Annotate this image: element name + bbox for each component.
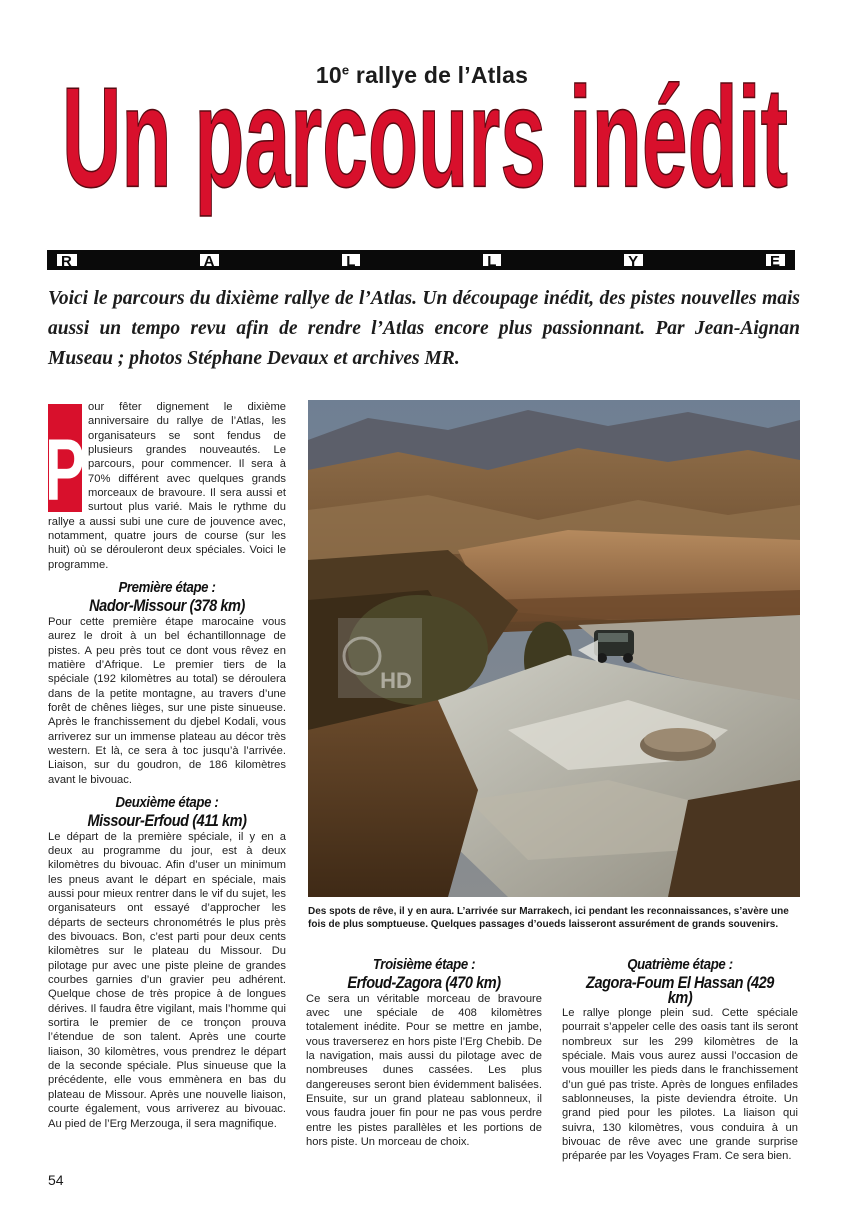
stage-2-title: Deuxième étape : bbox=[115, 793, 219, 811]
intro-standfirst: Voici le parcours du dixième rallye de l’Atlas. Un découpage inédit, des pistes nouvelles mais aussi un tempo revu afin de rendre l’Atlas encore plus passionnant. Par Jean-Aignan Museau ; photos Stéphane Devaux et archives MR. bbox=[48, 288, 800, 369]
stage-4-text: Le rallye plonge plein sud. Cette spéciale pourrait s’appeler celle des oasis tant ils seront nombreux sur les 299 kilomètres de la spéciale. Mais vous aurez aussi l’occasion de vous mouiller les pieds dans le franchissement d’un gué pas triste. Après de longues enfilades sablonneuses, la piste deviendra étroite. Un grand pied pour les pilotes. La liaison qui suivra, 130 kilomètres, vous conduira à un bivouac de rêve avec une grande surprise préparée par les Voyages Fram. Ce sera bien. bbox=[562, 1007, 798, 1163]
rallye-letter: Y bbox=[624, 254, 643, 266]
column-middle bbox=[306, 958, 542, 1149]
column-right bbox=[562, 958, 798, 1164]
rallye-band bbox=[47, 250, 795, 270]
page-number: 54 bbox=[48, 1172, 64, 1188]
dropcap bbox=[44, 404, 86, 518]
kicker-number: 10 bbox=[315, 62, 342, 88]
rallye-letter: E bbox=[766, 254, 785, 266]
headline-text: Un parcours inédit bbox=[61, 57, 789, 217]
stage-4-route: Zagora-Foum El Hassan (429 km) bbox=[586, 974, 774, 1007]
stage-1-route: Nador-Missour (378 km) bbox=[89, 597, 245, 616]
rallye-letter: A bbox=[200, 254, 220, 266]
svg-text:P: P bbox=[44, 420, 86, 518]
stage-2-text: Le départ de la première spéciale, il y en a deux au programme du jour, est à deux kilomètres du bivouac. Afin d’user un minimum les pneus avant le départ en spéciale, mais aussi pour mieux rentrer dans le vif du sujet, les organisateurs ont essayé d’approcher les départs de secteurs chronométrés le plus près des bivouacs. Bon, c’est parti pour deux cents kilomètres sur le plateau du Missour. Du pilotage pur avec une piste pleine de grandes courbes garnies d’un gravier peu adhérent. Quelque chose de très propice à de longues dérives. Il faudra être vigilant, mais l’homme qui sortira le premier de ce tronçon prouva l’étendue de son talent. Après une courte liaison, 30 kilomètres, vous prendrez le départ de la seconde spéciale. Plus sinueuse que la précédente, elle vous emmènera en bas du plateau de Missour. Après une nouvelle liaison, courte également, vous arriverez au bivouac. Au pied de l’Erg Merzouga, il sera magnifique. bbox=[48, 830, 286, 1130]
stage-1-title: Première étape : bbox=[118, 579, 216, 597]
rallye-letter: L bbox=[342, 254, 360, 266]
kicker-text: rallye de l’Atlas bbox=[349, 62, 529, 88]
watermark-icon bbox=[338, 618, 422, 698]
rallye-letter: R bbox=[57, 254, 77, 266]
column-left bbox=[44, 400, 286, 1131]
stage-1-text: Pour cette première étape marocaine vous aurez le droit à un bel échantillonnage de pistes. A peu près tout ce dont vous rêvez en matière d’Afrique. Le premier tiers de la spéciale (192 kilomètres au total) se déroulera dans de la petite montagne, au travers d’une forêt de chênes lièges, sur une piste sinueuse. Après le franchissement du djebel Kodali, vous arriverez sur un immense plateau au décor très western. Et là, ce sera à toc jusqu’à l’arrivée. Liaison, sur du goudron, de 186 kilomètres avant le bivouac. bbox=[48, 615, 286, 786]
watermark-text: HD bbox=[380, 668, 412, 693]
rallye-letter: L bbox=[483, 254, 501, 266]
photo-caption: Des spots de rêve, il y en aura. L’arrivée sur Marrakech, ici pendant les reconnaissances, s’avère une fois de plus somptueuse. Quelques passages d’oueds laisseront assurément de grands souvenirs. bbox=[308, 906, 789, 930]
stage-3-title: Troisième étape : bbox=[372, 956, 476, 973]
stage-3-route: Erfoud-Zagora (470 km) bbox=[347, 974, 501, 993]
stage-4-title: Quatrième étape : bbox=[627, 956, 733, 973]
stage-2-route: Missour-Erfoud (411 km) bbox=[87, 812, 247, 831]
kicker-ordinal: e bbox=[341, 62, 350, 78]
stage-3-text: Ce sera un véritable morceau de bravoure avec une spéciale de 408 kilomètres totalement inédite. Pour se mettre en jambe, vous traverserez en hors piste l’Erg Chebib. De la navigation, mais aussi du pilotage avec de nombreuses dunes cassées. Les plus dangereuses seront bien évidemment balisées. Ensuite, sur un grand plateau sablonneux, il vous faudra jouer fin pour ne pas vous perdre entre les pistes parallèles et les portions de hors piste. Un morceau de choix. bbox=[306, 992, 542, 1149]
dropcap-letter bbox=[44, 408, 86, 518]
opening-paragraph: our fêter dignement le dixième anniversaire du rallye de l’Atlas, les organisateurs se sont fendus de plusieurs grandes nouveautés. Le parcours, pour commencer. Il sera à 70% différent avec quelques grands morceaux de bravoure. Il sera aussi et surtout plus varié. Mais le rythme du rallye a aussi subi une cure de jouvence avec, notamment, quatre jours de course (sur les huit) où se dérouleront deux spéciales. Voici le programme. bbox=[48, 401, 286, 571]
watermark-logo bbox=[338, 618, 422, 698]
